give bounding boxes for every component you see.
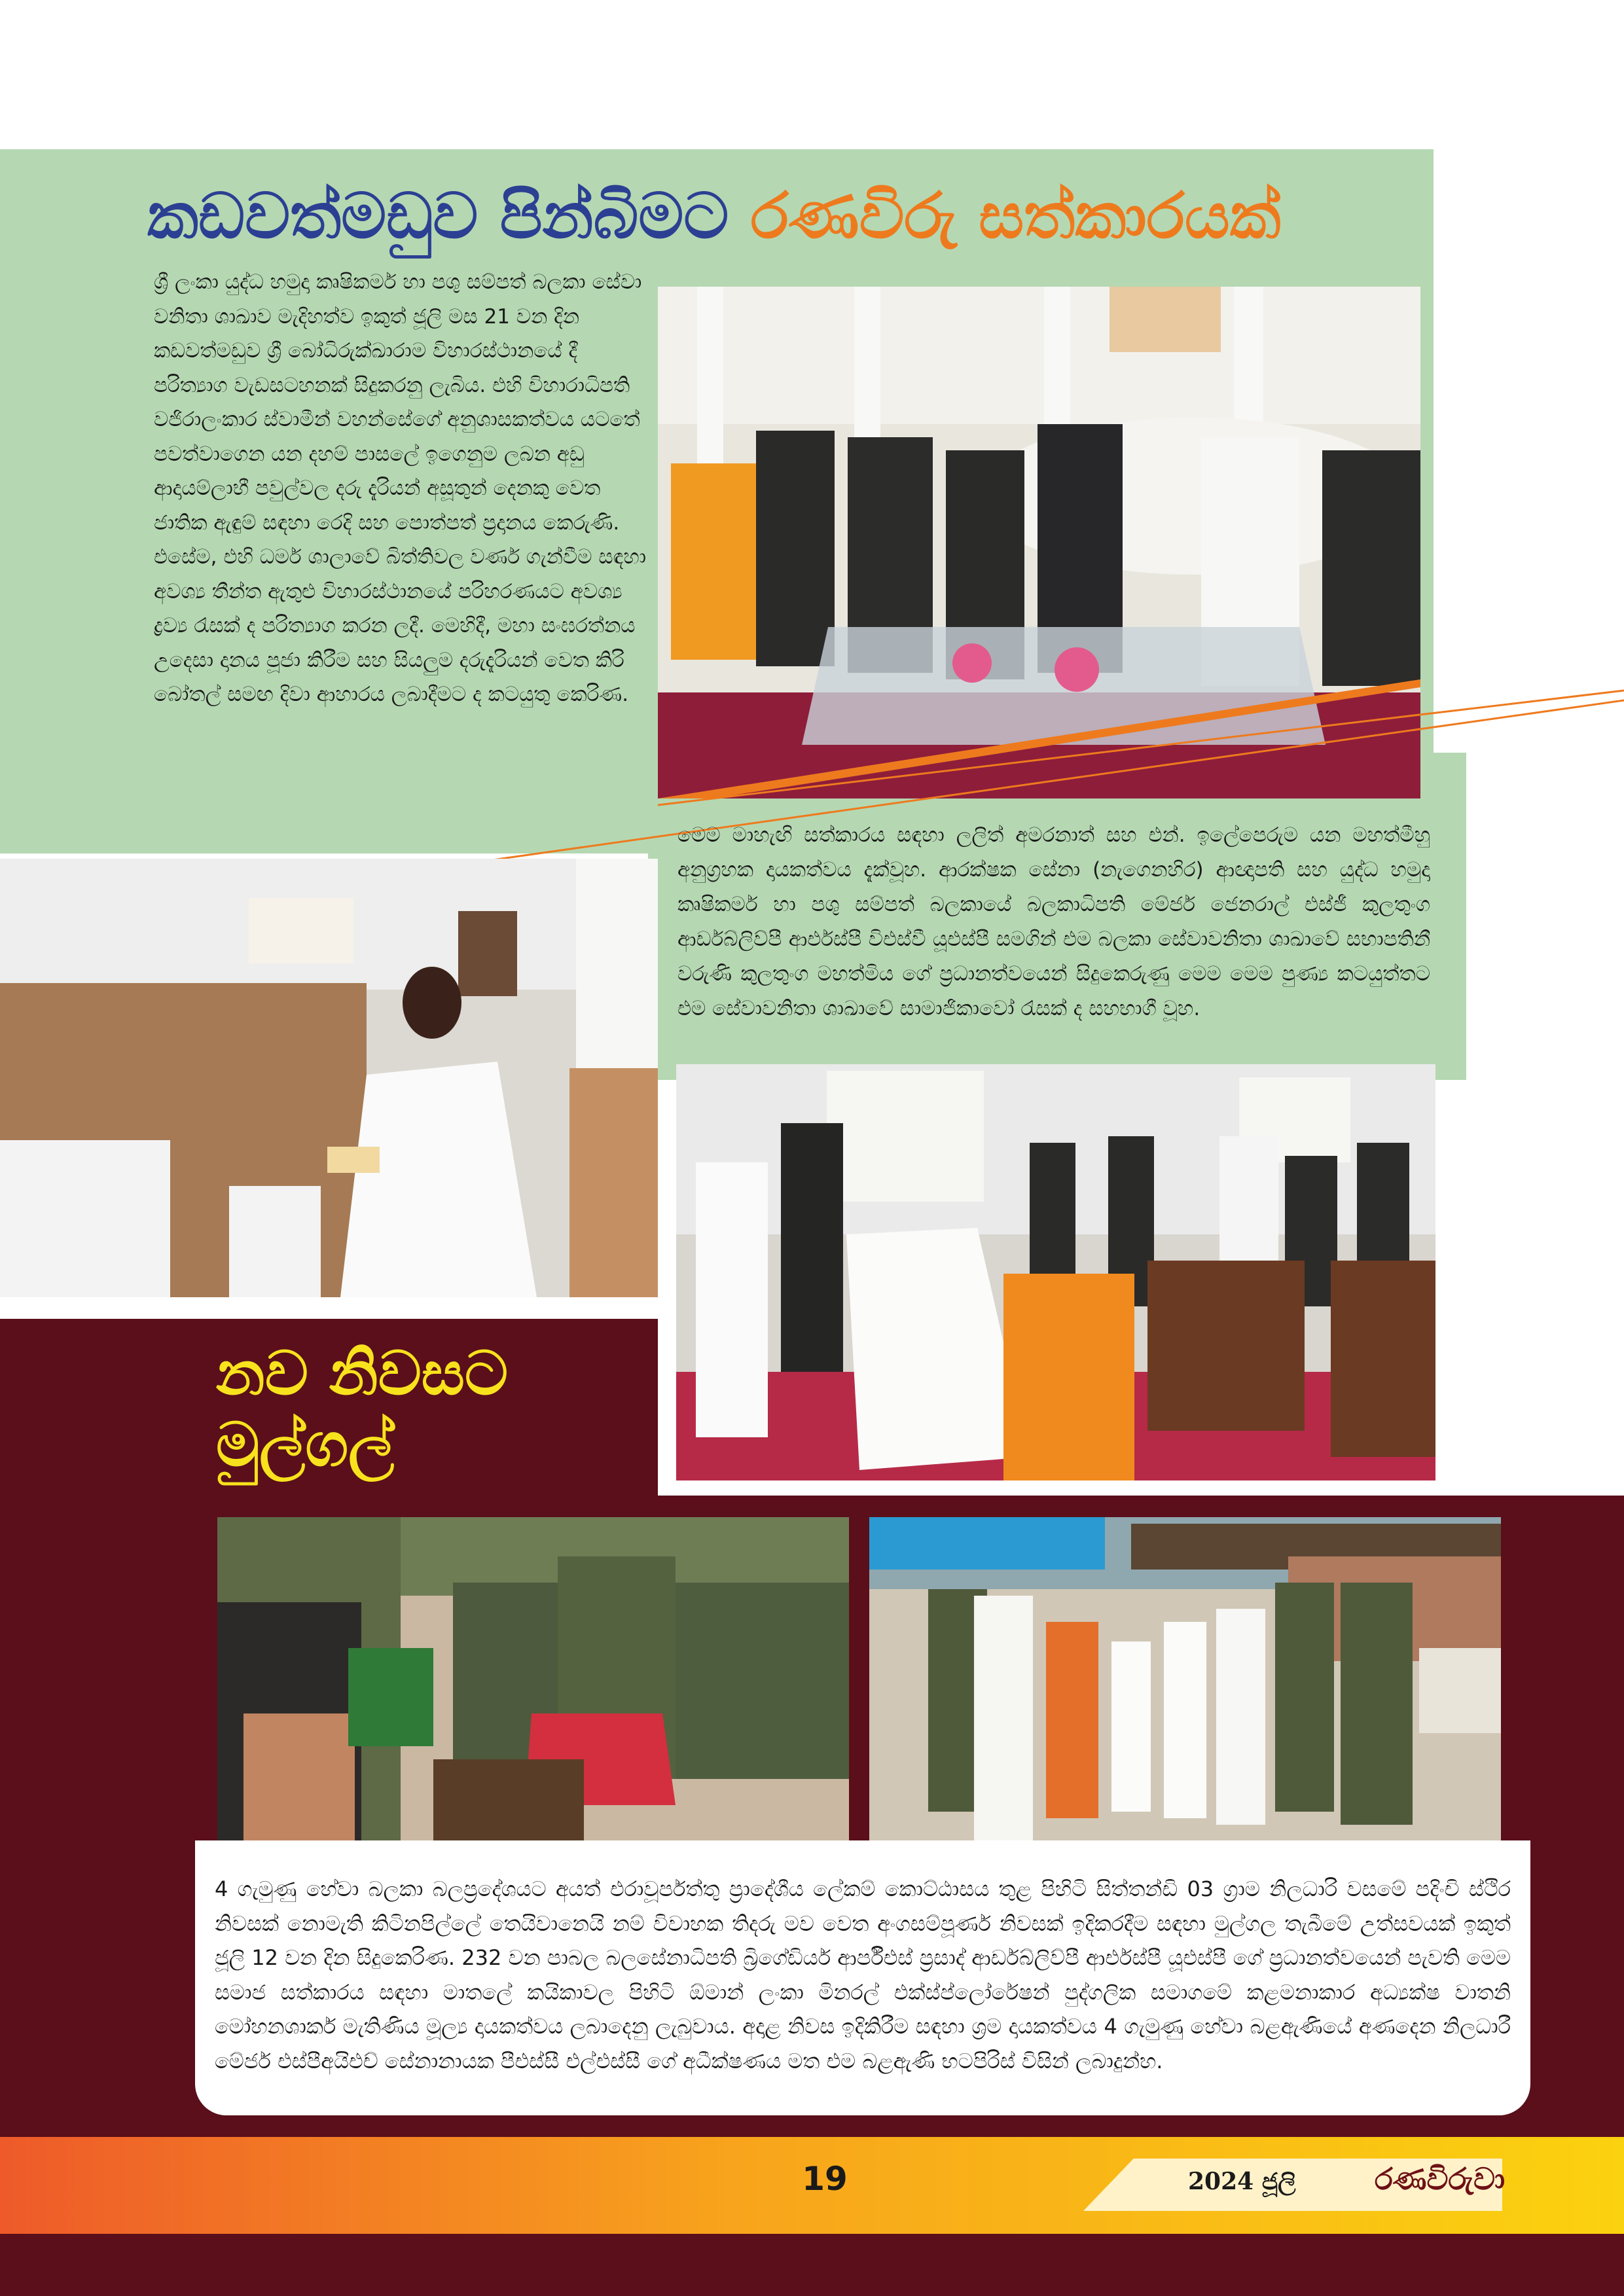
issue-date: 2024 ජූලි (1188, 2168, 1296, 2195)
story-2-paragraph: 4 ගැමුණු හේවා බලකා බලප්‍රදේශයට අයත් එරාවූර්පත්තු ප්‍රාදේශීය ලේකම් කොට්ඨාසය තුළ පිහිටි සිත්තන්ඩි 03 ග්‍රාම නිලධාරි වසමේ පදිංචි ස්ථිර නිවසක් නොමැති කිටිනපිල්ලේ තෙයිවානෙයි නම් විවාහක තිදරු මව වෙත අංගසම්පූර්ණ නිවසක් ඉදිකරදීම සඳහා මුල්ගල තැබීමේ උත්සවයක් ඉකුත් ජූලි 12 වන දින සිදුකෙරිණ. 232 වන පාබල බලසේනාධිපති බ්‍රිගේඩියර් ආර්පීඑස් ප්‍රසාද් ආර්ඩබ්ලිව්පී ආර්එස්පී යූඑස්පී ගේ ප්‍රධානත්වයෙන් පැවති මෙම සමාජ සත්කාරය සඳහා මාතලේ කයිකාවල පිහිටි ඕමාන් ලංකා මිනරල් එක්ස්ප්ලෝරේෂන් පුද්ගලික සමාගමේ කළමනාකාර අධ්‍යක්ෂ වාතනි මෝහනශාකර් මැතිණිය මූල්‍ය දායකත්වය ලබාදෙනු ලැබුවාය. අදාළ නිවස ඉදිකිරීම සඳහා ශ්‍රම දායකත්වය 4 ගැමුණු හේවා බළඇණියේ අණදෙන නිලධාරී මේජර් එස්පීඅයිඑච් සේනානායක පීඑස්සී එල්එස්සී ගේ අධීක්ෂණය මත එම බළඇණි භටපිරිස් විසින් ලබාදුන්හ. (215, 1876, 1511, 2073)
story-1-paragraph-2: මෙම මාහැඟි සත්කාරය සඳහා ලලිත් අමරනාත් සහ එන්. ඉලේපෙරුම යන මහත්මීහු අනුග්‍රහක දායකත්වය දැක්වූහ. ආරක්ෂක සේනා (නැගෙනහිර) ආඥාපති සහ යුද්ධ හමුදා කෘෂිකර්ම හා පශු සම්පත් බලකායේ බලකාධිපති මේජර් ජෙනරාල් එස්ජී කුලතුංග ආර්ඩබ්ලිව්පී ආර්එස්පී විඑස්වී යූඑස්පී සමගින් එම බලකා සේවාවනිතා ශාඛාවේ සභාපතිනී වරුණි කුලතුංග මහත්මිය ගේ ප්‍රධානත්වයෙන් සිදුකෙරුණු මෙම මෙම පුණ්‍ය කටයුත්තට එම සේවාවනිතා ශාඛාවේ සාමාජිකාවෝ රැසක් ද සහභාගී වූහ. (677, 823, 1430, 1020)
footer-bottom-band (0, 2234, 1624, 2296)
story-1-title-part-2: රණවිරු සත්කාරයක් (750, 179, 1281, 253)
magazine-masthead: රණවිරුවා (1375, 2161, 1506, 2197)
story-1-title-part-1: කඩවත්මඩුව පින්බිමට (147, 179, 729, 253)
photo-family-with-soldiers (869, 1517, 1501, 1861)
story-1-paragraph-1: ශ්‍රී ලංකා යුද්ධ හමුදා කෘෂිකර්ම හා පශු සම්පත් බලකා සේවා වනිතා ශාඛාව මැදිහත්ව ඉකුත් ජූලි මස 21 වන දින කඩවත්මඩුව ශ්‍රී බෝධිරුක්ඛාරාම විහාරස්ථානයේ දී පරිත්‍යාග වැඩසටහනක් සිදුකරනු ලැබිය. එහි විහාරාධිපති වජිරාලංකාර ස්වාමීන් වහන්සේගේ අනුශාසකත්වය යටතේ පවත්වාගෙන යන දහම් පාසලේ ඉගෙනුම ලබන අඩු ආදායම්ලාභී පවුල්වල දරු දැරියන් අසූතුන් දෙනකු වෙත ජාතික ඇඳුම් සඳහා රෙදි සහ පොත්පත් ප්‍රදානය කෙරුණි. එසේම, එහි ධර්ම ශාලාවේ බිත්තිවල වර්ණ ගැන්වීම සඳහා අවශ්‍ය තීන්ත ඇතුළු විහාරස්ථානයේ පරිහරණයට අවශ්‍ය ද්‍රව්‍ය රැසක් ද පරිත්‍යාග කරන ලදී. මෙහිදී, මහා සංඝරත්නය උදෙසා දානය පූජා කිරීම සහ සියලුම දරුදැරියන් වෙත කිරි බෝතල් සමඟ දිවා ආහාරය ලබාදීමට ද කටයුතු කෙරිණ. (154, 270, 647, 706)
photo-monk-offering (676, 1064, 1435, 1480)
photo-foundation-stone (217, 1517, 849, 1861)
photo-children-lunch (0, 859, 658, 1297)
page-number: 19 (802, 2160, 848, 2198)
story-1-title (147, 177, 1281, 255)
story-2-title: නව නිවසට මුල්ගල් (216, 1338, 509, 1480)
